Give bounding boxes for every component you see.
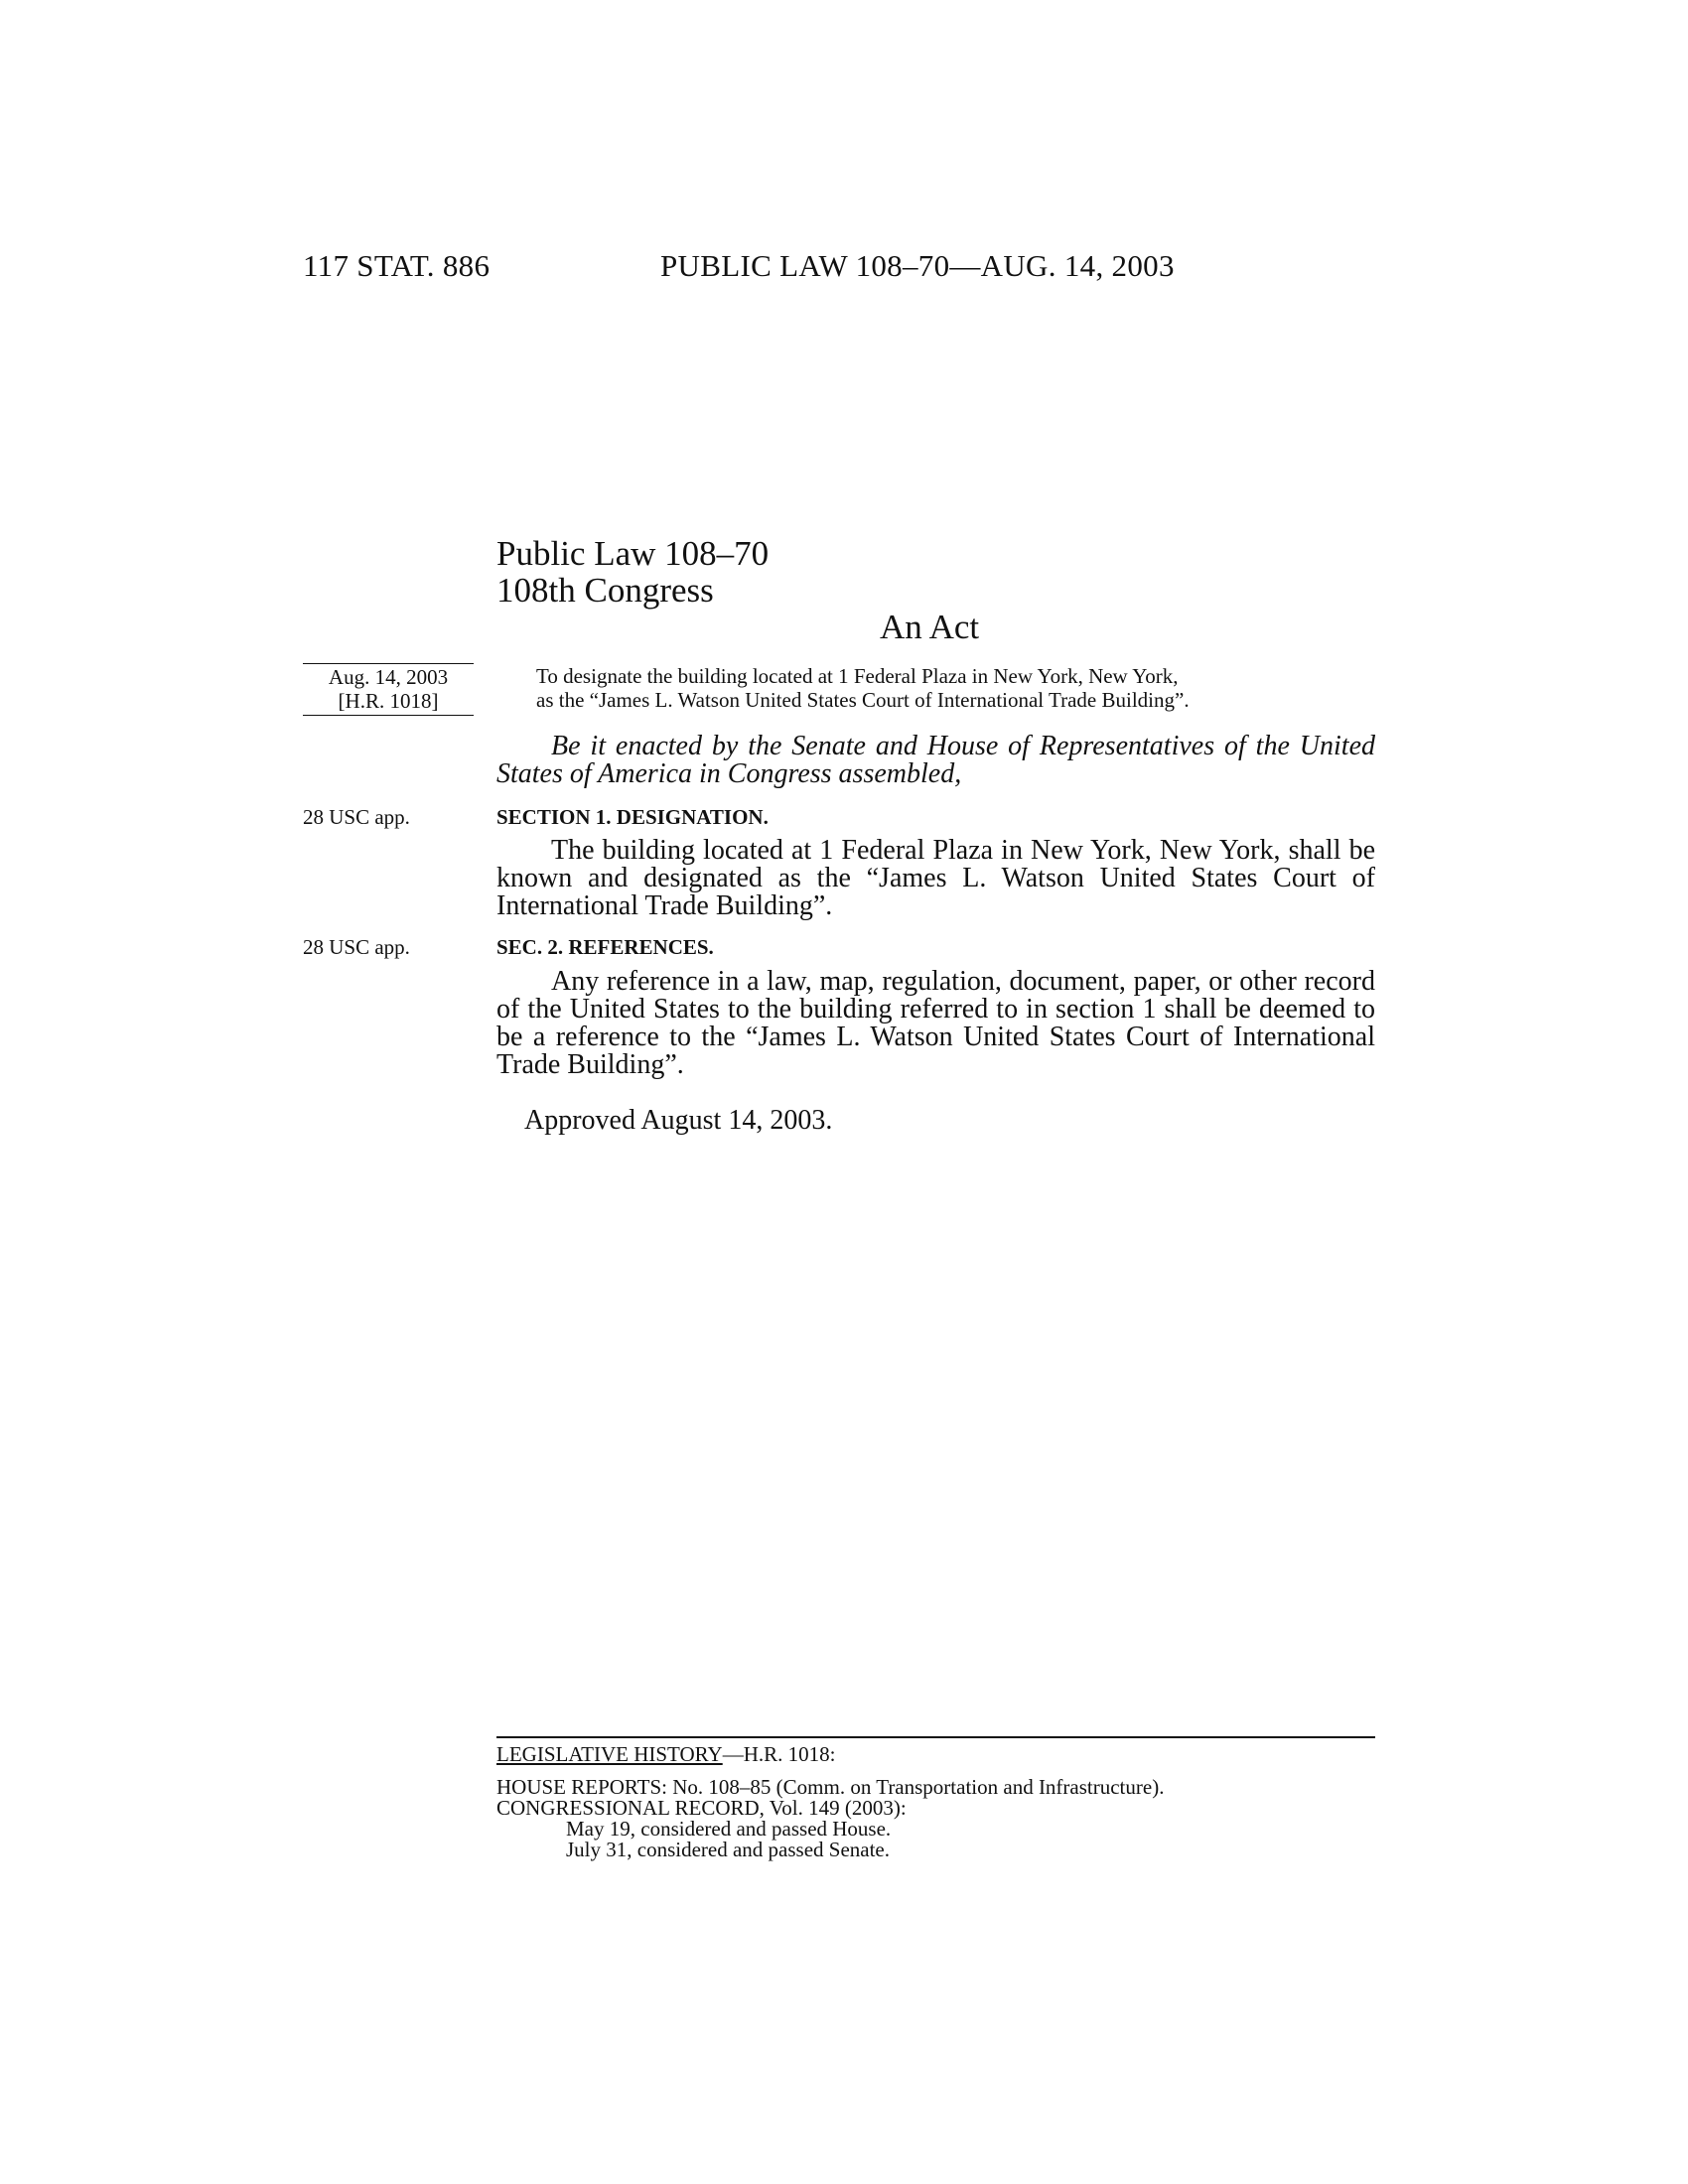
section-2-text: Any reference in a law, map, regulation, document, paper, or other record of the United States to the building referred to in section 1 shall be deemed to be a reference to the “James L. Watson United States Court of International Trade Building”.	[496, 966, 1375, 1080]
legislative-history-bill: —H.R. 1018:	[722, 1742, 836, 1766]
act-purpose-line-1: To designate the building located at 1 Federal Plaza in New York, New York,	[536, 664, 1179, 688]
history-house-reports: HOUSE REPORTS: No. 108–85 (Comm. on Transportation and Infrastructure).	[496, 1775, 1165, 1799]
enactment-date-box	[303, 663, 474, 716]
enactment-date: Aug. 14, 2003	[328, 665, 449, 689]
history-senate-action: July 31, considered and passed Senate.	[566, 1838, 891, 1861]
history-house-action: May 19, considered and passed House.	[566, 1817, 892, 1841]
running-head: PUBLIC LAW 108–70—AUG. 14, 2003	[660, 248, 1175, 283]
section-1-heading: SECTION 1. DESIGNATION.	[496, 805, 769, 829]
history-divider	[496, 1736, 1375, 1738]
congress-number: 108th Congress	[496, 571, 714, 610]
act-heading: An Act	[880, 608, 980, 646]
margin-usc-note-2: 28 USC app.	[303, 935, 410, 959]
approval-line: Approved August 14, 2003.	[524, 1105, 833, 1136]
section-2-heading: SEC. 2. REFERENCES.	[496, 935, 714, 959]
legislative-history-title	[496, 1744, 835, 1765]
act-purpose-line-2: as the “James L. Watson United States Court of International Trade Building”.	[536, 688, 1190, 712]
legislative-history-label: LEGISLATIVE HISTORY	[496, 1742, 723, 1766]
act-purpose	[536, 664, 1360, 712]
history-congressional-record: CONGRESSIONAL RECORD, Vol. 149 (2003):	[496, 1796, 907, 1820]
margin-usc-note-1: 28 USC app.	[303, 805, 410, 829]
public-law-number: Public Law 108–70	[496, 534, 770, 573]
bill-number: [H.R. 1018]	[338, 689, 439, 713]
enacting-clause: Be it enacted by the Senate and House of Representatives of the United States of America in Congress assembled,	[496, 731, 1375, 789]
stat-page-reference: 117 STAT. 886	[303, 248, 491, 283]
section-1-text: The building located at 1 Federal Plaza in New York, New York, shall be known and designated as the “James L. Watson United States Court of International Trade Building”.	[496, 835, 1375, 921]
